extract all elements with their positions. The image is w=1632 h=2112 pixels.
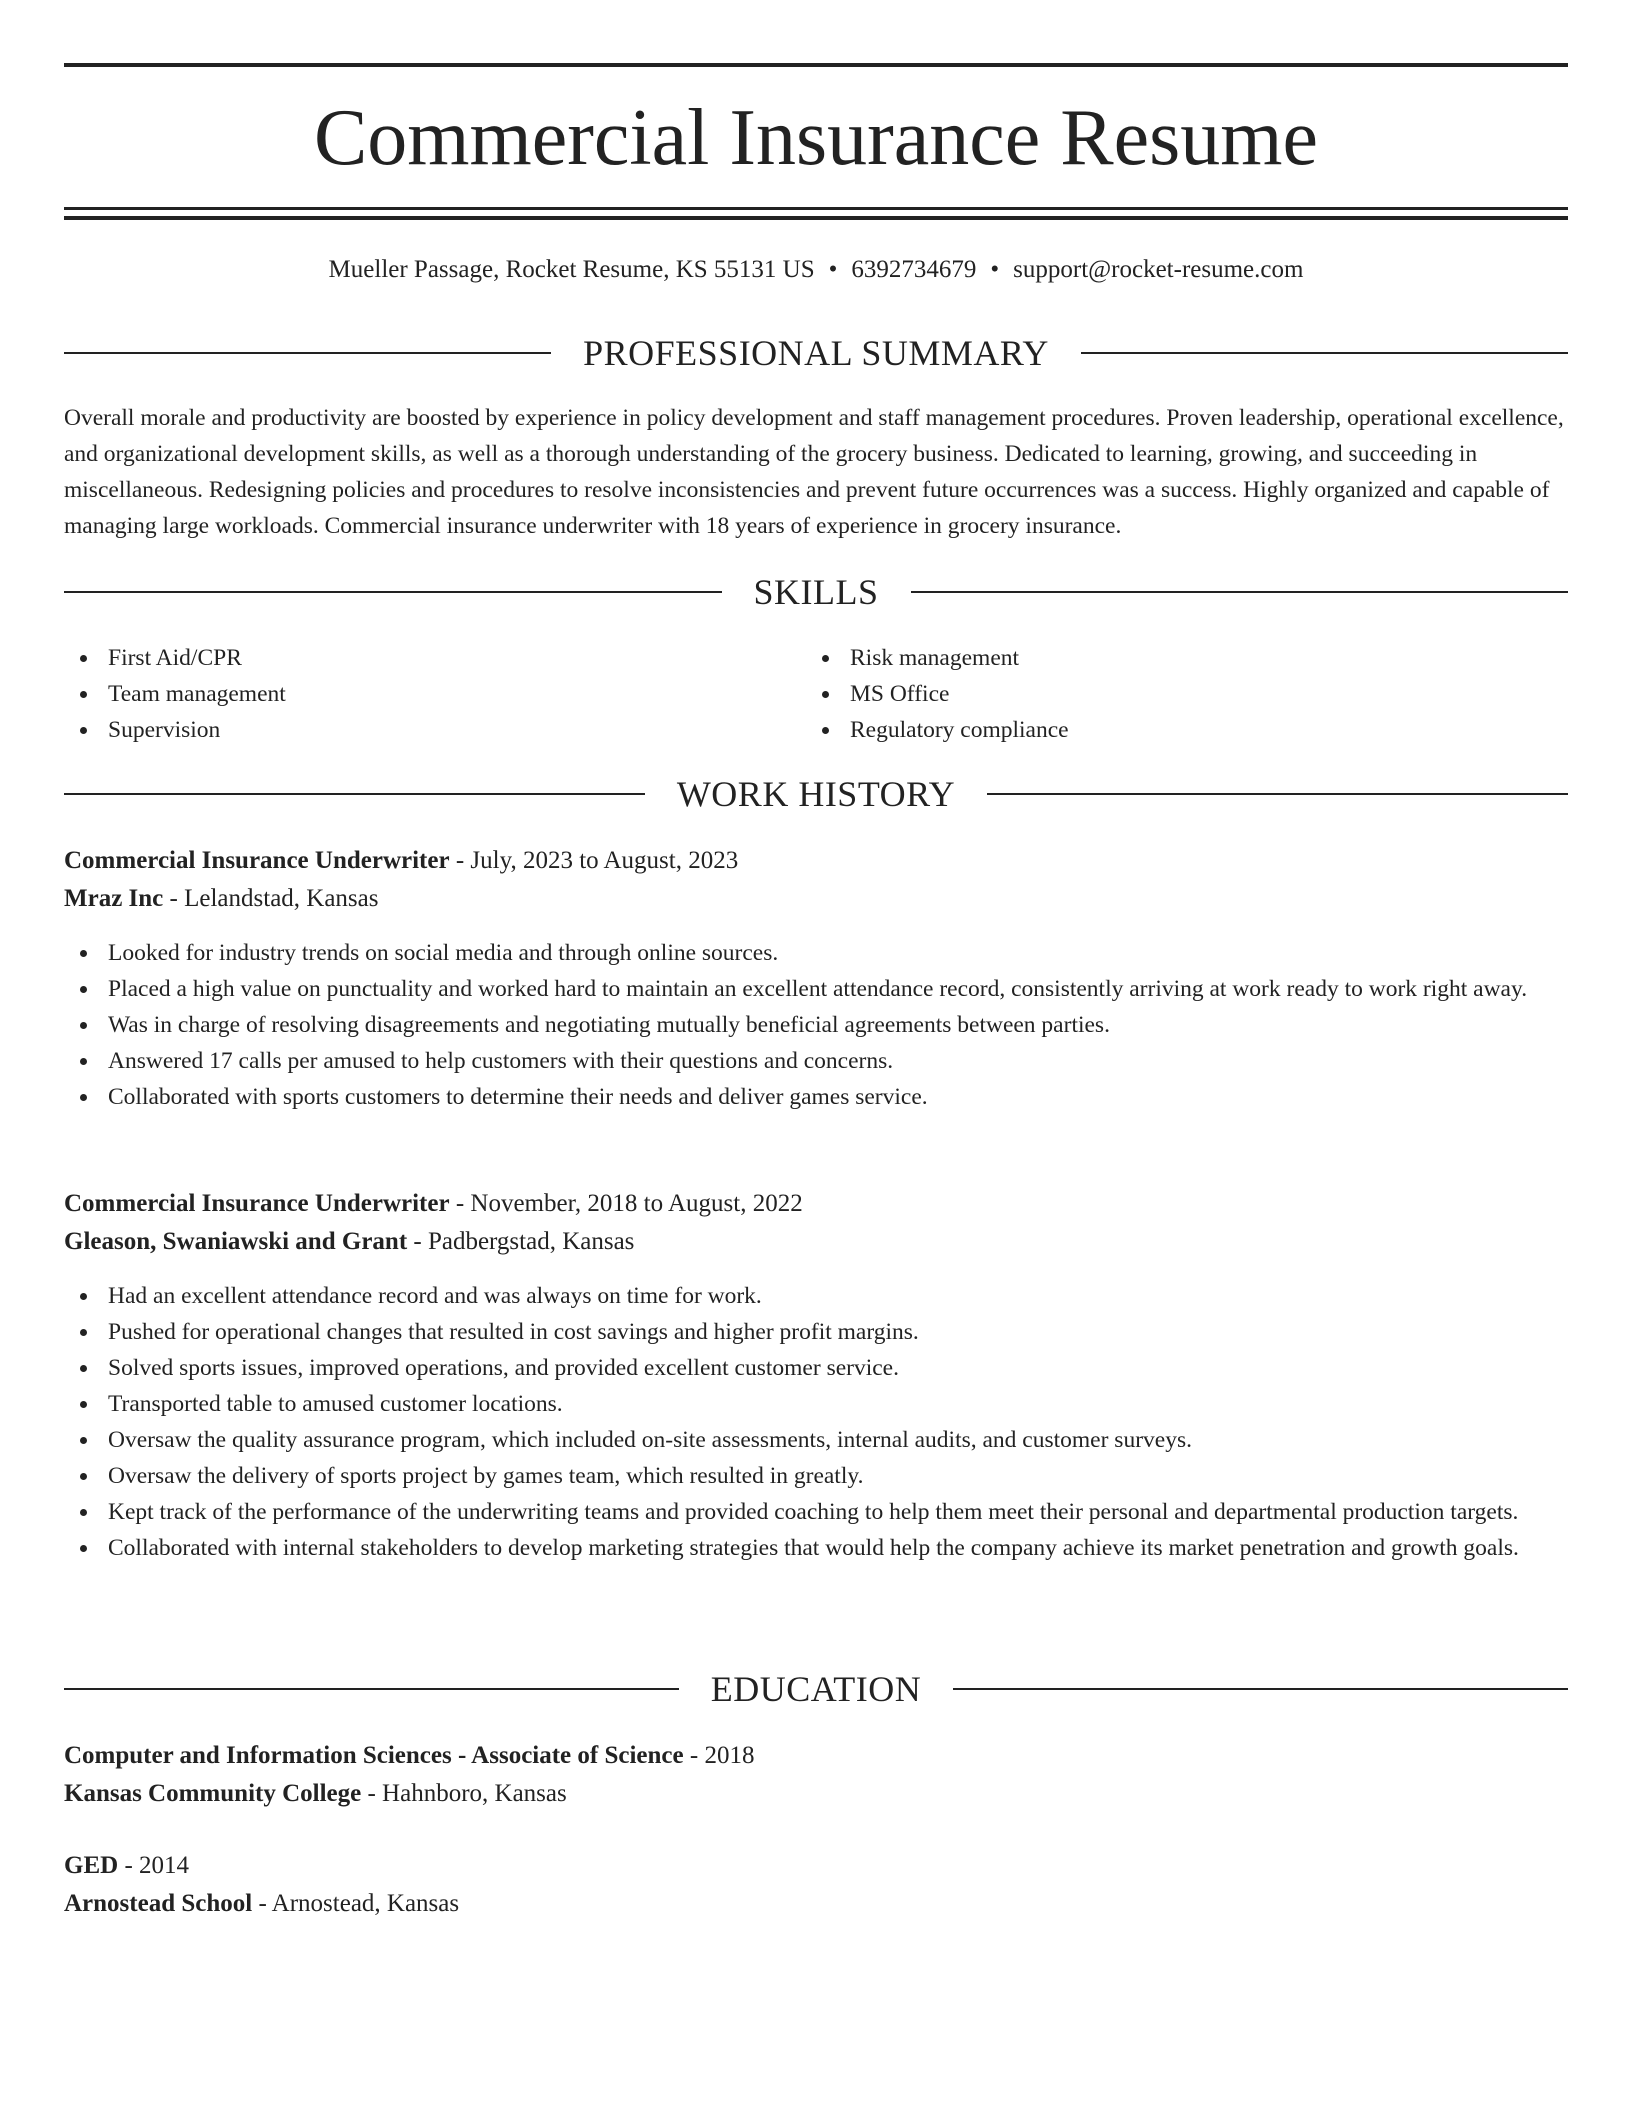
job-title: Commercial Insurance Underwriter xyxy=(64,847,450,874)
job-title-line xyxy=(64,1185,1568,1223)
education-heading-label: EDUCATION xyxy=(710,1669,922,1709)
resume-title: Commercial Insurance Resume xyxy=(313,94,1319,182)
education-location: - Arnostead, Kansas xyxy=(252,1890,460,1917)
skills-heading-label: SKILLS xyxy=(753,572,879,612)
education-school: Arnostead School xyxy=(64,1890,253,1917)
education-degree: GED xyxy=(64,1852,119,1879)
education-degree: Computer and Information Sciences - Associate of Science xyxy=(64,1742,684,1769)
education-heading xyxy=(64,1665,1568,1713)
job-bullet: Solved sports issues, improved operations, and provided excellent customer service. xyxy=(64,1350,1568,1386)
skills-heading xyxy=(64,568,1568,616)
contact-separator: • xyxy=(990,256,1000,283)
contact-line xyxy=(64,252,1568,288)
job-company: Gleason, Swaniawski and Grant xyxy=(64,1228,408,1255)
job-location: - Padbergstad, Kansas xyxy=(407,1228,635,1255)
summary-heading xyxy=(64,329,1568,377)
job-location: - Lelandstad, Kansas xyxy=(163,885,379,912)
contact-separator: • xyxy=(828,256,838,283)
skill-item: Regulatory compliance xyxy=(806,712,1506,748)
summary-text: Overall morale and productivity are boosted by experience in policy development and staff management procedures. Proven leadership, operational excellence, and organizational development skills, as well as a thorough understanding of the grocery business. Dedicated to learning, growing, and succeeding in miscellaneous. Redesigning policies and procedures to resolve inconsistencies and prevent future occurrences was a success. Highly organized and capable of managing large workloads. Commercial insurance underwriter with 18 years of experience in grocery insurance. xyxy=(64,405,1564,539)
education-degree-line xyxy=(64,1847,1568,1885)
top-rule xyxy=(64,63,1568,67)
skill-item: Supervision xyxy=(64,712,764,748)
education-school: Kansas Community College xyxy=(64,1780,362,1807)
job-dates: - July, 2023 to August, 2023 xyxy=(449,847,739,874)
job-bullets xyxy=(64,1278,1568,1566)
education-year: - 2018 xyxy=(683,1742,755,1769)
job-bullet: Had an excellent attendance record and was always on time for work. xyxy=(64,1278,1568,1314)
skill-item: First Aid/CPR xyxy=(64,640,764,676)
contact-phone: 6392734679 xyxy=(851,256,977,283)
heading-rule-left xyxy=(64,591,722,593)
job-bullet: Transported table to amused customer locations. xyxy=(64,1386,1568,1422)
job-bullet: Placed a high value on punctuality and worked hard to maintain an excellent attendance record, consistently arriving at work ready to work right away. xyxy=(64,971,1568,1007)
heading-rule-right xyxy=(987,793,1568,795)
job-bullets xyxy=(64,935,1568,1115)
heading-rule-right xyxy=(953,1688,1568,1690)
contact-address: Mueller Passage, Rocket Resume, KS 55131 US xyxy=(328,256,815,283)
job-bullet: Oversaw the delivery of sports project by games team, which resulted in greatly. xyxy=(64,1458,1568,1494)
contact-email: support@rocket-resume.com xyxy=(1013,256,1304,283)
heading-rule-left xyxy=(64,352,551,354)
job-bullet: Collaborated with sports customers to determine their needs and deliver games service. xyxy=(64,1079,1568,1115)
job-bullet: Kept track of the performance of the underwriting teams and provided coaching to help them meet their personal and departmental production targets. xyxy=(64,1494,1568,1530)
job-dates: - November, 2018 to August, 2022 xyxy=(449,1190,803,1217)
job-company-line xyxy=(64,1223,1568,1261)
job-bullet: Was in charge of resolving disagreements and negotiating mutually beneficial agreements between parties. xyxy=(64,1007,1568,1043)
job-title: Commercial Insurance Underwriter xyxy=(64,1190,450,1217)
education-year: - 2014 xyxy=(118,1852,190,1879)
job-bullet: Pushed for operational changes that resulted in cost savings and higher profit margins. xyxy=(64,1314,1568,1350)
skill-item: Team management xyxy=(64,676,764,712)
job-bullet: Collaborated with internal stakeholders to develop marketing strategies that would help the company achieve its market penetration and growth goals. xyxy=(64,1530,1568,1566)
skills-list-left xyxy=(64,640,764,748)
education-location: - Hahnboro, Kansas xyxy=(361,1780,567,1807)
work-heading xyxy=(64,770,1568,818)
summary-heading-label: PROFESSIONAL SUMMARY xyxy=(583,333,1049,373)
skills-list-right xyxy=(806,640,1506,748)
education-school-line xyxy=(64,1775,1568,1813)
job-company-line xyxy=(64,880,1568,918)
heading-rule-left xyxy=(64,1688,679,1690)
work-heading-label: WORK HISTORY xyxy=(676,774,956,814)
heading-rule-right xyxy=(911,591,1569,593)
job-bullet: Looked for industry trends on social media and through online sources. xyxy=(64,935,1568,971)
title-rule-lower xyxy=(64,216,1568,220)
skill-item: MS Office xyxy=(806,676,1506,712)
job-bullet: Oversaw the quality assurance program, which included on-site assessments, internal audits, and customer surveys. xyxy=(64,1422,1568,1458)
skill-item: Risk management xyxy=(806,640,1506,676)
job-company: Mraz Inc xyxy=(64,885,164,912)
heading-rule-left xyxy=(64,793,645,795)
heading-rule-right xyxy=(1081,352,1568,354)
education-degree-line xyxy=(64,1737,1568,1775)
job-bullet: Answered 17 calls per amused to help customers with their questions and concerns. xyxy=(64,1043,1568,1079)
job-title-line xyxy=(64,842,1568,880)
title-rule-upper xyxy=(64,207,1568,210)
education-school-line xyxy=(64,1885,1568,1923)
